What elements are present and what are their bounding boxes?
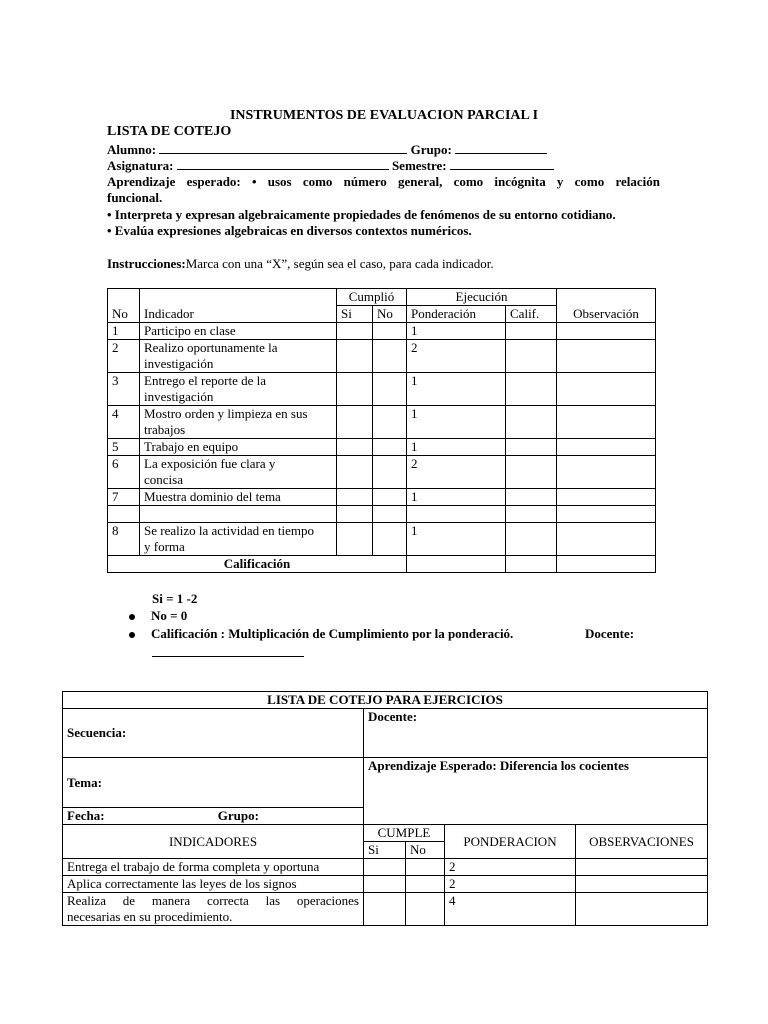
calif-cell[interactable] [506, 456, 557, 489]
indicator-text: Se realizo la actividad en tiempo [144, 523, 315, 538]
no-cell[interactable] [373, 456, 407, 489]
obs-cell[interactable] [557, 340, 656, 373]
legend-no: No = 0 [151, 608, 188, 623]
si-cell[interactable] [337, 489, 373, 506]
total-pond-cell [407, 556, 506, 573]
indicator-text: Aplica correctamente las leyes de los signos [67, 876, 297, 891]
tema-cell[interactable] [63, 758, 364, 808]
empty-cell [407, 506, 506, 523]
col-si-header: Si [337, 306, 373, 323]
calif-cell[interactable] [506, 373, 557, 406]
no-cell[interactable] [373, 323, 407, 340]
instructions-label: Instrucciones: [107, 256, 186, 271]
col-no3-header: No [406, 842, 445, 859]
obs-cell[interactable] [557, 439, 656, 456]
calif-cell[interactable] [506, 506, 557, 523]
si-cell[interactable] [337, 406, 373, 439]
aprendizaje-line2: funcional. [107, 190, 163, 205]
indicator-text-2: y forma [144, 539, 185, 554]
document-subtitle: LISTA DE COTEJO [107, 124, 232, 139]
obs-cell[interactable] [576, 893, 708, 926]
col-observaciones-header: OBSERVACIONES [576, 825, 708, 859]
no-cell[interactable] [406, 859, 445, 876]
pond-cell: 2 [407, 456, 506, 489]
no-cell[interactable] [406, 876, 445, 893]
aprendizaje-bullet-2: • Evalúa expresiones algebraicas en diversos contextos numéricos. [107, 223, 472, 238]
evaluation-table [107, 288, 656, 573]
table-row [63, 876, 708, 893]
col-ponderacion-header: Ponderación [407, 306, 506, 323]
tema-label: Tema: [67, 774, 102, 790]
no-cell[interactable] [373, 506, 407, 523]
indicator-text: Entrego el reporte de la [144, 373, 266, 388]
no-cell[interactable] [373, 523, 407, 556]
grupo-label-2: Grupo: [217, 808, 259, 823]
docente-label: Docente: [585, 626, 635, 641]
table-row [108, 489, 656, 506]
alumno-row [107, 141, 547, 158]
table-row [108, 456, 656, 489]
table-header-row-1 [108, 289, 656, 306]
row-indicator [140, 340, 337, 373]
no-cell[interactable] [373, 340, 407, 373]
exercise-checklist-table [62, 691, 708, 926]
table-row [108, 439, 656, 456]
fecha-label: Fecha: [67, 808, 105, 823]
col-calif-header: Calif. [506, 306, 557, 323]
total-calif-cell[interactable] [506, 556, 557, 573]
row-indicator [140, 456, 337, 489]
row-no: 5 [108, 439, 140, 456]
semestre-label: Semestre: [391, 158, 447, 173]
obs-cell[interactable] [576, 859, 708, 876]
pond-cell: 4 [445, 893, 576, 926]
row-indicator [140, 323, 337, 340]
empty-cell [108, 506, 140, 523]
pond-cell: 1 [407, 523, 506, 556]
pond-cell: 1 [407, 323, 506, 340]
calif-cell[interactable] [506, 439, 557, 456]
col-indicador-header: Indicador [140, 289, 337, 323]
docente-cell[interactable] [364, 709, 708, 758]
table-row [108, 340, 656, 373]
col-indicadores-header: INDICADORES [63, 825, 364, 859]
secuencia-cell[interactable] [63, 709, 364, 758]
pond-cell: 1 [407, 439, 506, 456]
legend-calif-row [129, 626, 513, 642]
table-row-empty [108, 506, 656, 523]
row-no: 1 [108, 323, 140, 340]
indicator-text-2: necesarias en su procedimiento. [67, 909, 233, 924]
pond-cell: 1 [407, 489, 506, 506]
table-row [108, 523, 656, 556]
aprendizaje-cell [364, 758, 708, 825]
table-row [63, 859, 708, 876]
row-no: 8 [108, 523, 140, 556]
indicator-text: La exposición fue clara y [144, 456, 276, 471]
si-cell[interactable] [337, 373, 373, 406]
table-row [108, 406, 656, 439]
obs-cell[interactable] [557, 506, 656, 523]
instructions-text: Marca con una “X”, según sea el caso, para cada indicador. [185, 256, 494, 271]
pond-cell: 2 [407, 340, 506, 373]
docente-signature-line[interactable] [152, 656, 304, 657]
no-cell[interactable] [373, 373, 407, 406]
indicator-text: Trabajo en equipo [144, 439, 239, 454]
si-cell[interactable] [337, 439, 373, 456]
row-no: 2 [108, 340, 140, 373]
table-row [63, 893, 708, 926]
asignatura-field[interactable] [177, 157, 389, 170]
indicator-text: Realizo oportunamente la [144, 340, 278, 355]
row-indicator [140, 489, 337, 506]
bullet-icon [129, 632, 135, 638]
page-title: INSTRUMENTOS DE EVALUACION PARCIAL I [229, 108, 539, 123]
grupo-field[interactable] [455, 141, 547, 154]
obs-cell[interactable] [576, 876, 708, 893]
table2-title: LISTA DE COTEJO PARA EJERCICIOS [63, 692, 708, 709]
col-cumple-header: CUMPLE [364, 825, 445, 842]
row-indicator [140, 373, 337, 406]
pond-cell: 2 [445, 859, 576, 876]
indicator-cell [63, 859, 364, 876]
indicator-text-2: concisa [144, 472, 183, 487]
row-no: 7 [108, 489, 140, 506]
col-ejecucion-group: Ejecución [407, 289, 557, 306]
calif-cell[interactable] [506, 489, 557, 506]
row-no: 4 [108, 406, 140, 439]
pond-cell: 1 [407, 406, 506, 439]
row-indicator [140, 406, 337, 439]
empty-cell [140, 506, 337, 523]
indicator-text-2: investigación [144, 356, 214, 371]
pond-cell: 1 [407, 373, 506, 406]
obs-cell[interactable] [557, 373, 656, 406]
no-cell[interactable] [373, 439, 407, 456]
secuencia-label: Secuencia: [67, 725, 127, 740]
indicator-cell [63, 876, 364, 893]
docente-label-2: Docente: [368, 709, 418, 724]
row-no: 6 [108, 456, 140, 489]
table-row [108, 323, 656, 340]
aprendizaje-line1: Aprendizaje esperado: • usos como número general, como incógnita y como relación [107, 174, 660, 189]
grupo-label: Grupo: [410, 142, 452, 157]
obs-cell[interactable] [557, 523, 656, 556]
indicator-cell [63, 893, 364, 926]
pond-cell: 2 [445, 876, 576, 893]
no-cell[interactable] [373, 406, 407, 439]
total-obs-cell[interactable] [557, 556, 656, 573]
alumno-field[interactable] [159, 141, 407, 154]
calif-cell[interactable] [506, 340, 557, 373]
no-cell[interactable] [406, 893, 445, 926]
indicator-text-2: trabajos [144, 422, 186, 437]
table2-header-row-1 [63, 825, 708, 842]
col-cumplio-group: Cumplió [337, 289, 407, 306]
calif-cell[interactable] [506, 406, 557, 439]
asignatura-label: Asignatura: [107, 158, 174, 173]
si-cell[interactable] [337, 523, 373, 556]
si-cell[interactable] [337, 456, 373, 489]
table2-info-row-2 [63, 758, 708, 808]
indicator-text: Realiza de manera correcta las operaciones [67, 893, 359, 908]
indicator-text: Muestra dominio del tema [144, 489, 281, 504]
semestre-field[interactable] [450, 157, 554, 170]
indicator-text: Entrega el trabajo de forma completa y oportuna [67, 859, 320, 874]
aprendizaje-esperado-label: Aprendizaje Esperado: Diferencia los cocientes [368, 758, 629, 773]
table2-info-row-1 [63, 709, 708, 758]
table-total-row [108, 556, 656, 573]
obs-cell[interactable] [557, 456, 656, 489]
row-no: 3 [108, 373, 140, 406]
calificacion-label: Calificación [108, 556, 407, 573]
table-row [108, 373, 656, 406]
col-observacion-header: Observación [557, 289, 656, 323]
si-cell[interactable] [364, 893, 406, 926]
legend-si: Si = 1 -2 [152, 591, 198, 606]
col-no-header: No [108, 289, 140, 323]
col-si2-header: Si [364, 842, 406, 859]
legend-calif: Calificación : Multiplicación de Cumplimiento por la ponderació. [151, 626, 514, 641]
instructions [107, 256, 494, 272]
si-cell[interactable] [364, 876, 406, 893]
indicator-text-2: investigación [144, 389, 214, 404]
si-cell[interactable] [364, 859, 406, 876]
fecha-grupo-cell[interactable] [63, 808, 364, 825]
row-indicator [140, 439, 337, 456]
calif-cell[interactable] [506, 523, 557, 556]
row-indicator [140, 523, 337, 556]
obs-cell[interactable] [557, 489, 656, 506]
si-cell[interactable] [337, 340, 373, 373]
col-ponderacion2-header: PONDERACION [445, 825, 576, 859]
si-cell[interactable] [337, 323, 373, 340]
si-cell[interactable] [337, 506, 373, 523]
indicator-text: Participo en clase [144, 323, 236, 338]
legend-no-row [129, 608, 187, 624]
obs-cell[interactable] [557, 323, 656, 340]
calif-cell[interactable] [506, 323, 557, 340]
col-no2-header: No [373, 306, 407, 323]
alumno-label: Alumno: [107, 142, 157, 157]
obs-cell[interactable] [557, 406, 656, 439]
aprendizaje-bullet-1: • Interpreta y expresan algebraicamente propiedades de fenómenos de su entorno cotidiano. [107, 207, 616, 222]
asignatura-row [107, 157, 554, 174]
table2-title-row [63, 692, 708, 709]
no-cell[interactable] [373, 489, 407, 506]
bullet-icon [129, 614, 135, 620]
indicator-text: Mostro orden y limpieza en sus [144, 406, 308, 421]
